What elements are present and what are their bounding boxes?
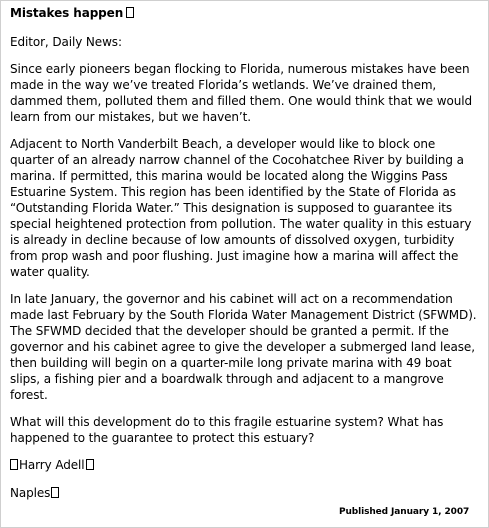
missing-glyph-icon (86, 459, 94, 470)
missing-glyph-icon (126, 7, 134, 18)
author-location (10, 485, 482, 501)
letter-to-editor (10, 5, 482, 501)
author-signature (10, 457, 482, 473)
location-text: Naples (10, 486, 51, 500)
headline (10, 5, 482, 21)
published-date: Published January 1, 2007 (339, 507, 470, 517)
paragraph-2: Adjacent to North Vanderbilt Beach, a developer would like to block one quarter of an already narrow channel of the Cocohatchee River by building a marina. If permitted, this marina would be located along the Wiggins Pass Estuarine System. This region has been identified by the State of Florida as “Outstanding Florida Water.” This designation is supposed to guarantee its special heightened protection from pollution. The water quality in this estuary is already in decline because of low amounts of dissolved oxygen, turbidity from prop wash and poor flushing. Just imagine how a marina will affect the water quality. (10, 137, 472, 279)
headline-text: Mistakes happen (10, 6, 124, 20)
paragraph-4: What will this development do to this fragile estuarine system? What has happened to the guarantee to protect this estuary? (10, 415, 444, 445)
salutation: Editor, Daily News: (10, 35, 122, 49)
missing-glyph-icon (10, 459, 18, 470)
author-name: Harry Adell (19, 458, 85, 472)
paragraph-1: Since early pioneers began flocking to Florida, numerous mistakes have been made in the way we’ve treated Florida’s wetlands. We’ve drained them, dammed them, polluted them and filled them. One would think that we would learn from our mistakes, but we haven’t. (10, 62, 472, 124)
paragraph-3: In late January, the governor and his cabinet will act on a recommendation made last February by the South Florida Water Management District (SFWMD). The SFWMD decided that the developer should be granted a permit. If the governor and his cabinet agree to give the developer a submerged land lease, then building will begin on a quarter-mile long private marina with 49 boat slips, a fishing pier and a boardwalk through and adjacent to a mangrove forest. (10, 292, 477, 402)
missing-glyph-icon (51, 487, 59, 498)
